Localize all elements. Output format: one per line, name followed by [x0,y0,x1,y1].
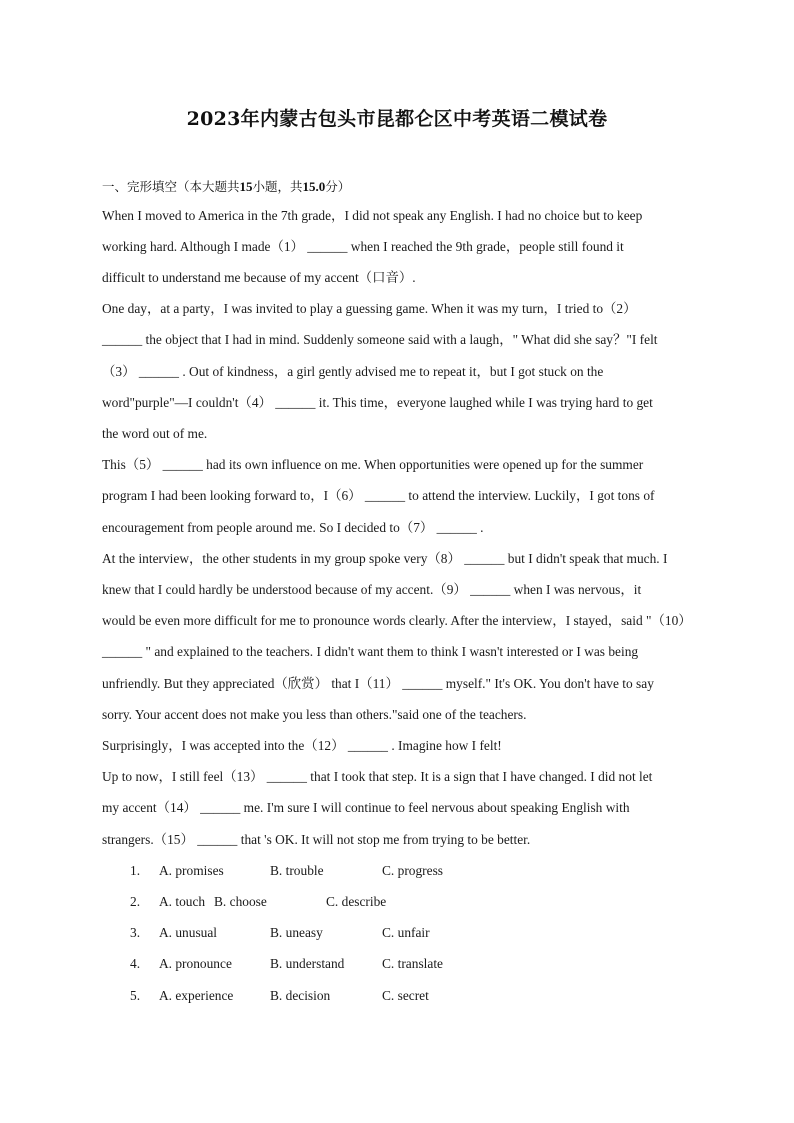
passage-line: working hard. Although I made（1） ______ when I reached the 9th grade，people still found it [102,239,624,254]
passage-line: One day，at a party，I was invited to play a guessing game. When it was my turn，I tried to（2） [102,301,637,316]
passage-line: the word out of me. [102,426,208,441]
option-c: C. describe [326,894,387,909]
question-number: 4. [130,956,141,971]
passage-line: （3） ______ . Out of kindness，a girl gently advised me to repeat it，but I got stuck on the [102,364,604,379]
passage-line: This（5） ______ had its own influence on me. When opportunities were opened up for the summer [102,457,644,472]
passage-line: program I had been looking forward to，I（6） ______ to attend the interview. Luckily，I got tons of [102,488,655,503]
passage-line: knew that I could hardly be understood because of my accent.（9） ______ when I was nervous，it [102,582,642,597]
section-prefix: 一、完形填空（本大题共 [102,179,240,194]
page-title: 2023年内蒙古包头市昆都仑区中考英语二模试卷 [186,108,608,130]
passage-line: would be even more difficult for me to pronounce words clearly. After the interview，I stayed，said "（10） [102,613,692,628]
passage-line: encouragement from people around me. So I decided to（7） ______ . [102,520,484,535]
section-heading [102,177,350,195]
option-c: C. secret [382,988,429,1003]
passage-line: my accent（14） ______ me. I'm sure I will continue to feel nervous about speaking English with [102,800,630,815]
section-score: 15.0 [302,179,326,194]
passage-line: ______ the object that I had in mind. Suddenly someone said with a laugh，" What did she say？"I felt [102,332,658,347]
passage-line: Up to now，I still feel（13） ______ that I took that step. It is a sign that I have changed. I did not let [102,769,653,784]
question-number: 2. [130,894,141,909]
section-suffix: 分） [325,179,351,194]
option-b: B. choose [214,894,267,909]
passage-line: strangers.（15） ______ that 's OK. It will not stop me from trying to be better. [102,832,531,847]
option-b: B. decision [270,988,331,1003]
passage-line: sorry. Your accent does not make you less than others."said one of the teachers. [102,707,527,722]
option-a: A. pronounce [159,956,232,971]
option-c: C. unfair [382,925,430,940]
option-b: B. uneasy [270,925,323,940]
question-number: 3. [130,925,141,940]
passage-line: At the interview，the other students in my group spoke very（8） ______ but I didn't speak that much. I [102,551,668,566]
section-mid: 小题，共 [252,179,303,194]
option-a: A. touch [159,894,206,909]
question-number: 5. [130,988,141,1003]
option-c: C. translate [382,956,443,971]
passage-line: ______ " and explained to the teachers. I didn't want them to think I wasn't interested or I was being [102,644,639,659]
option-b: B. trouble [270,863,324,878]
option-a: A. unusual [159,925,218,940]
section-count: 15 [239,179,253,194]
question-number: 1. [130,863,141,878]
passage-line: difficult to understand me because of my accent（口音）. [102,270,416,285]
passage-line: unfriendly. But they appreciated（欣赏） that I（11） ______ myself." It's OK. You don't have to say [102,676,654,691]
option-c: C. progress [382,863,443,878]
passage-line: Surprisingly，I was accepted into the（12） ______ . Imagine how I felt! [102,738,502,753]
option-b: B. understand [270,956,345,971]
option-a: A. experience [159,988,234,1003]
option-a: A. promises [159,863,224,878]
passage-line: word"purple"—I couldn't（4） ______ it. This time，everyone laughed while I was trying hard to get [102,395,653,410]
passage-line: When I moved to America in the 7th grade，I did not speak any English. I had no choice but to keep [102,208,643,223]
